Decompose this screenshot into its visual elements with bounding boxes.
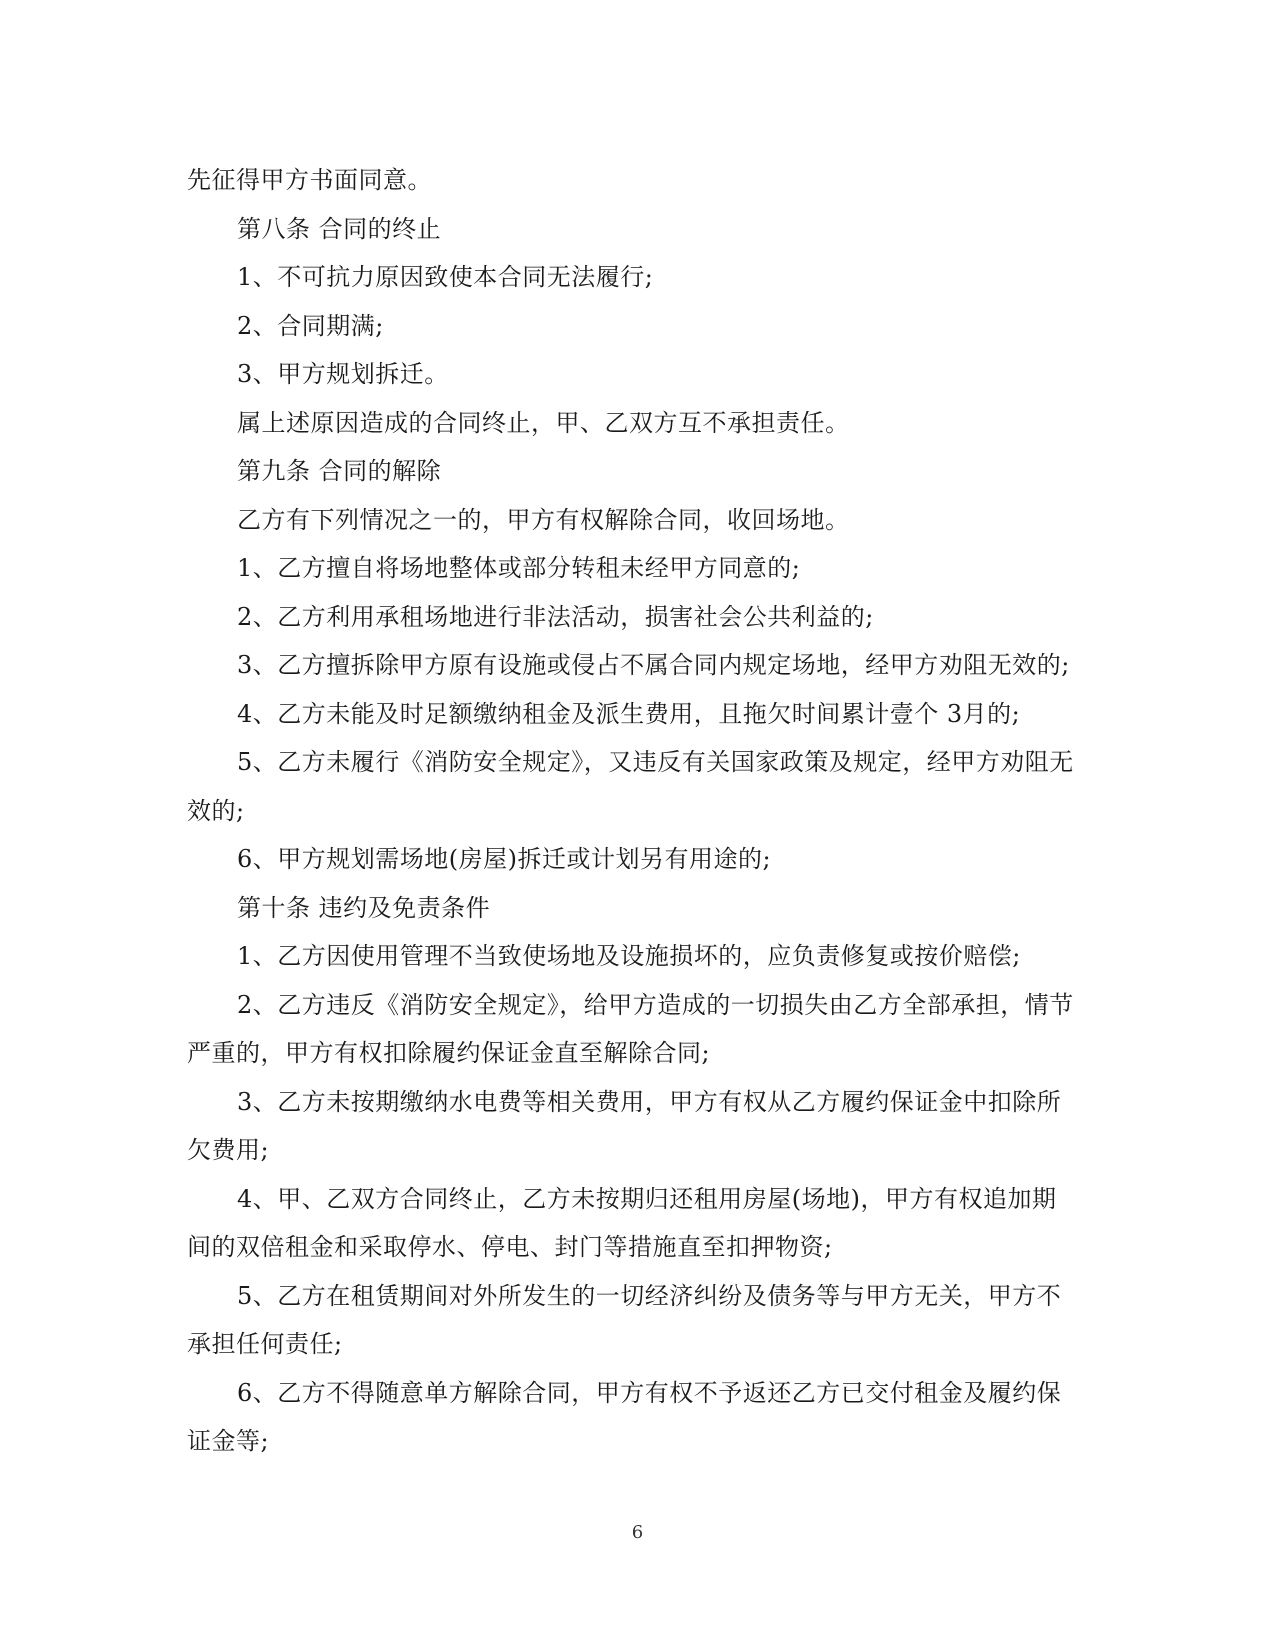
- paragraph-continuation: 先征得甲方书面同意。: [187, 166, 432, 194]
- article-8-item-3: 3、甲方规划拆迁。: [237, 360, 449, 388]
- article-9-item-2: 2、乙方利用承租场地进行非法活动，损害社会公共利益的;: [237, 602, 874, 631]
- article-8-item-1: 1、不可抗力原因致使本合同无法履行;: [237, 263, 654, 291]
- article-10-item-5: 5、乙方在租赁期间对外所发生的一切经济纠纷及债务等与甲方无关，甲方不承担任何责任;: [187, 1281, 1062, 1358]
- article-10-item-2: 2、乙方违反《消防安全规定》，给甲方造成的一切损失由乙方全部承担，情节严重的，甲方有权扣除履约保证金直至解除合同;: [187, 990, 1074, 1067]
- page-number: 6: [631, 1522, 644, 1543]
- document-body: [187, 156, 1077, 1466]
- article-9-item-6: 6、甲方规划需场地(房屋)拆迁或计划另有用途的;: [237, 845, 772, 873]
- article-10-item-3: 3、乙方未按期缴纳水电费等相关费用，甲方有权从乙方履约保证金中扣除所欠费用;: [187, 1087, 1062, 1164]
- article-9-intro: 乙方有下列情况之一的，甲方有权解除合同，收回场地。: [237, 505, 850, 534]
- article-9-item-3: 3、乙方擅拆除甲方原有设施或侵占不属合同内规定场地，经甲方劝阻无效的;: [237, 651, 1070, 679]
- article-10-item-6: 6、乙方不得随意单方解除合同，甲方有权不予返还乙方已交付租金及履约保证金等;: [187, 1378, 1062, 1455]
- article-8-note: 属上述原因造成的合同终止，甲、乙双方互不承担责任。: [237, 408, 850, 437]
- article-10-item-4: 4、甲、乙双方合同终止，乙方未按期归还租用房屋(场地)，甲方有权追加期间的双倍租金和采取停水、停电、封门等措施直至扣押物资;: [187, 1184, 1057, 1261]
- article-8-item-2: 2、合同期满;: [237, 311, 384, 340]
- article-10-heading: 第十条 违约及免责条件: [237, 893, 491, 922]
- article-9-item-5: 5、乙方未履行《消防安全规定》，又违反有关国家政策及规定，经甲方劝阻无效的;: [187, 748, 1074, 825]
- article-9-item-4: 4、乙方未能及时足额缴纳租金及派生费用，且拖欠时间累计壹个 3月的;: [237, 699, 1021, 728]
- article-9-item-1: 1、乙方擅自将场地整体或部分转租未经甲方同意的;: [237, 554, 801, 582]
- article-8-heading: 第八条 合同的终止: [237, 214, 442, 243]
- article-9-heading: 第九条 合同的解除: [237, 457, 442, 485]
- article-10-item-1: 1、乙方因使用管理不当致使场地及设施损坏的，应负责修复或按价赔偿;: [237, 942, 1021, 970]
